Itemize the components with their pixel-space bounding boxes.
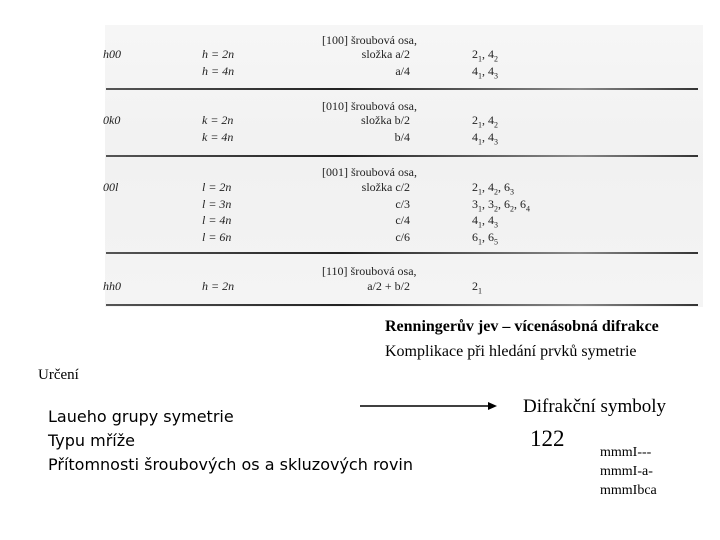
screw-axis-symbols: $2_1$, $4_2$ [472, 113, 498, 130]
translation-component: a/2 + b/2 [367, 279, 410, 293]
screw-axis-symbols: $4_1$, $4_3$ [472, 63, 498, 80]
translation-component: c/3 [395, 196, 410, 211]
reflection-type: 00l [103, 180, 119, 194]
translation-component: c/6 [395, 229, 410, 244]
screw-axis-symbols: $2_1$ [472, 279, 482, 296]
diffraction-symbol: mmmI-a- [600, 464, 653, 479]
screw-axis-symbols: $4_1$, $4_3$ [472, 129, 498, 146]
arrow-right-icon [358, 400, 498, 412]
reflection-type: 0k0 [103, 113, 121, 127]
screw-axis-label: [010] šroubová osa, [322, 99, 417, 113]
reflection-condition: l = 3n [202, 196, 232, 211]
reflection-condition: h = 2n [202, 47, 235, 61]
reflection-condition: k = 2n [202, 113, 234, 127]
table-divider [106, 304, 698, 306]
table-divider [106, 155, 698, 157]
screw-axis-symbols: $2_1$, $4_2$, $6_3$ [472, 180, 514, 197]
reflection-condition: l = 2n [202, 180, 232, 194]
reflection-condition: l = 6n [202, 229, 232, 244]
translation-component: c/4 [395, 213, 410, 227]
screw-axis-symbols: $4_1$, $4_3$ [472, 213, 498, 230]
screw-axis-label: [110] šroubová osa, [322, 264, 417, 278]
translation-component: složka c/2 [361, 180, 410, 194]
determination-item: Typu mříže [48, 431, 135, 450]
diffraction-number: 122 [530, 426, 565, 451]
reflection-condition: k = 4n [202, 129, 234, 144]
translation-component: a/4 [395, 63, 410, 78]
table-divider [106, 252, 698, 254]
screw-axis-symbols: $2_1$, $4_2$ [472, 47, 498, 64]
translation-component: složka b/2 [361, 113, 410, 127]
reflection-type: h00 [103, 47, 121, 61]
diffraction-title: Difrakční symboly [523, 396, 667, 417]
screw-axis-label: [100] šroubová osa, [322, 33, 417, 47]
reflection-condition: h = 2n [202, 279, 235, 293]
diffraction-symbol: mmmIbca [600, 483, 657, 498]
screw-axis-symbols: $3_1$, $3_2$, $6_2$, $6_4$ [472, 196, 530, 213]
screw-axis-symbols: $6_1$, $6_5$ [472, 229, 498, 246]
reflection-condition: h = 4n [202, 63, 235, 78]
reflection-condition: l = 4n [202, 213, 232, 227]
reflection-type: hh0 [103, 279, 121, 293]
translation-component: složka a/2 [361, 47, 410, 61]
slide-heading: Renningerův jev – vícenásobná difrakce [385, 318, 659, 335]
determination-item: Laueho grupy symetrie [48, 407, 234, 426]
determination-item: Přítomnosti šroubových os a skluzových rovin [48, 455, 414, 474]
screw-axis-label: [001] šroubová osa, [322, 165, 417, 179]
table-divider [106, 88, 698, 90]
diffraction-symbol: mmmI--- [600, 445, 652, 460]
translation-component: b/4 [394, 129, 410, 144]
determination-label: Určení [38, 367, 79, 383]
slide-subheading: Komplikace při hledání prvků symetrie [385, 343, 637, 360]
